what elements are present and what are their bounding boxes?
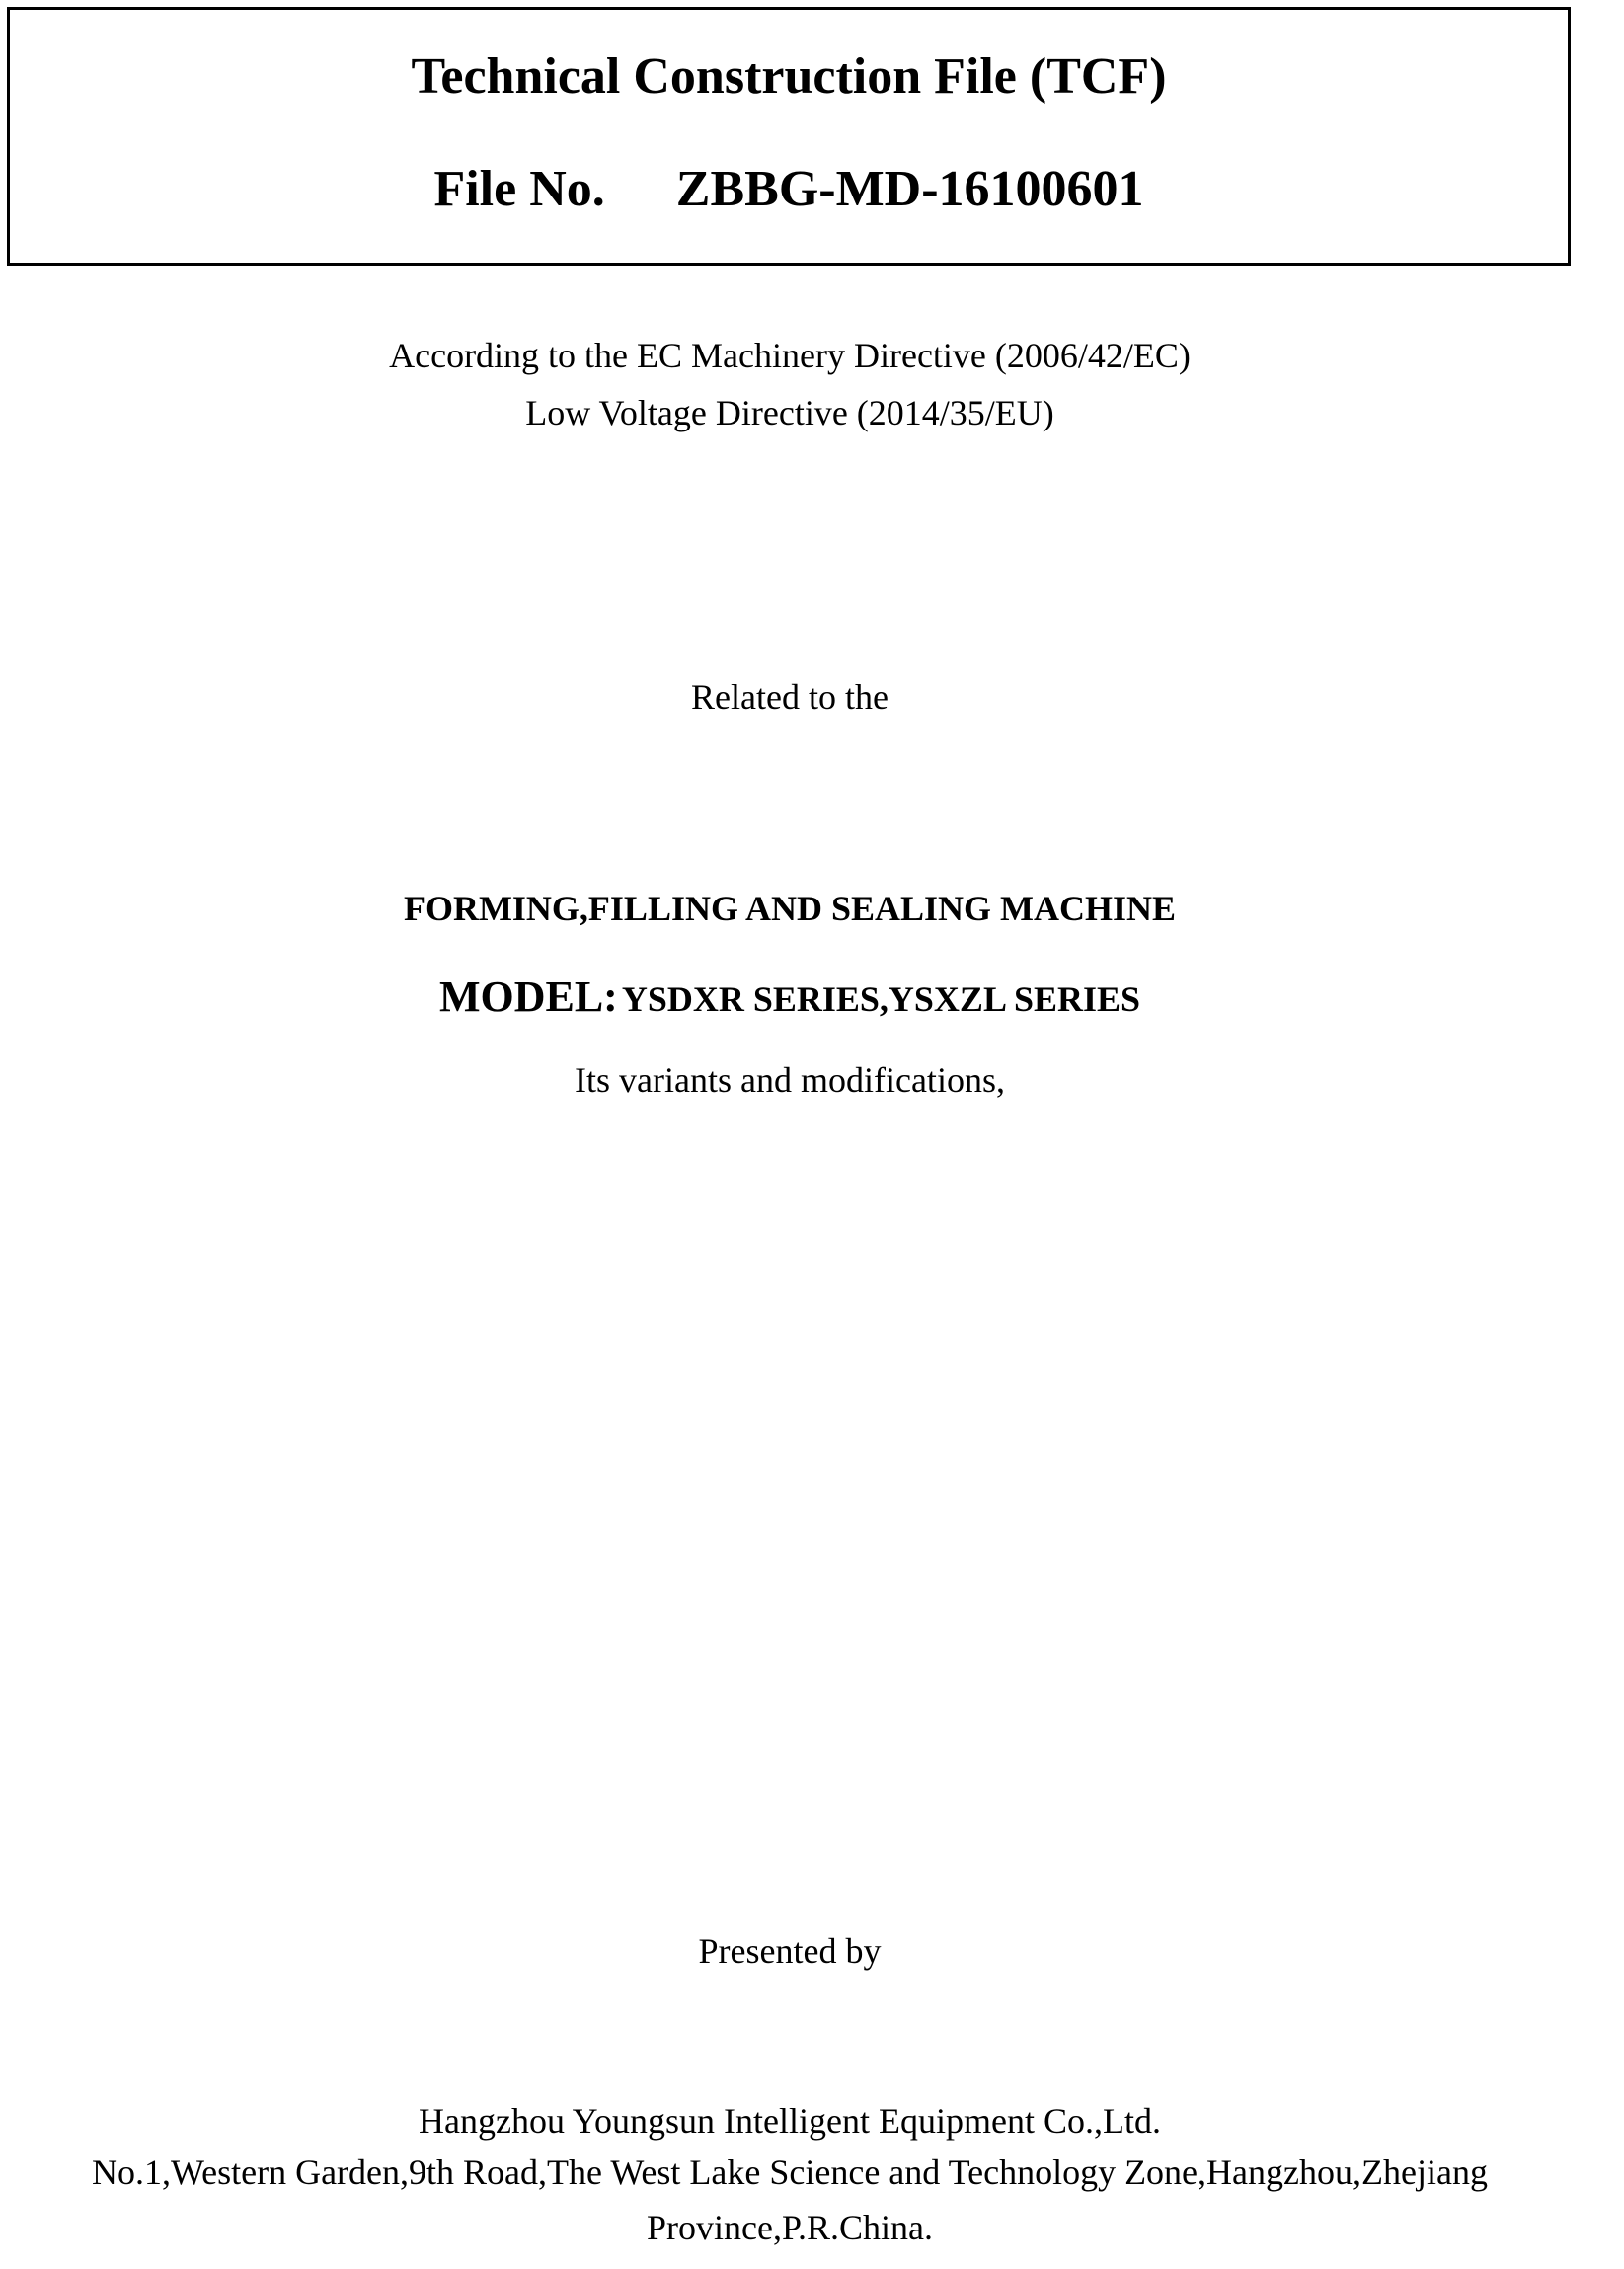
presented-by-text: Presented by (698, 1931, 882, 1971)
file-number-value: ZBBG-MD-16100601 (675, 161, 1144, 217)
file-number (10, 160, 1568, 219)
document-title: Technical Construction File (TCF) (411, 48, 1167, 105)
variants-text: Its variants and modifications, (575, 1060, 1005, 1100)
model-value: YSDXR SERIES,YSXZL SERIES (621, 979, 1141, 1019)
company-address-line-1: No.1,Western Garden,9th Road,The West Lake Science and Technology Zone,Hangzhou,Zhejiang (92, 2152, 1488, 2192)
machinery-directive: According to the EC Machinery Directive (2006/42/EC) (389, 336, 1191, 375)
file-number-label: File No. (433, 161, 605, 217)
model-label: MODEL: (438, 973, 618, 1021)
header-box (7, 7, 1571, 266)
product-name: FORMING,FILLING AND SEALING MACHINE (403, 889, 1177, 928)
related-to-text: Related to the (691, 677, 889, 717)
company-address-line-2: Province,P.R.China. (646, 2208, 933, 2247)
product-model (0, 972, 1580, 1033)
company-name: Hangzhou Youngsun Intelligent Equipment Co.,Ltd. (419, 2101, 1161, 2141)
low-voltage-directive: Low Voltage Directive (2014/35/EU) (525, 393, 1054, 432)
